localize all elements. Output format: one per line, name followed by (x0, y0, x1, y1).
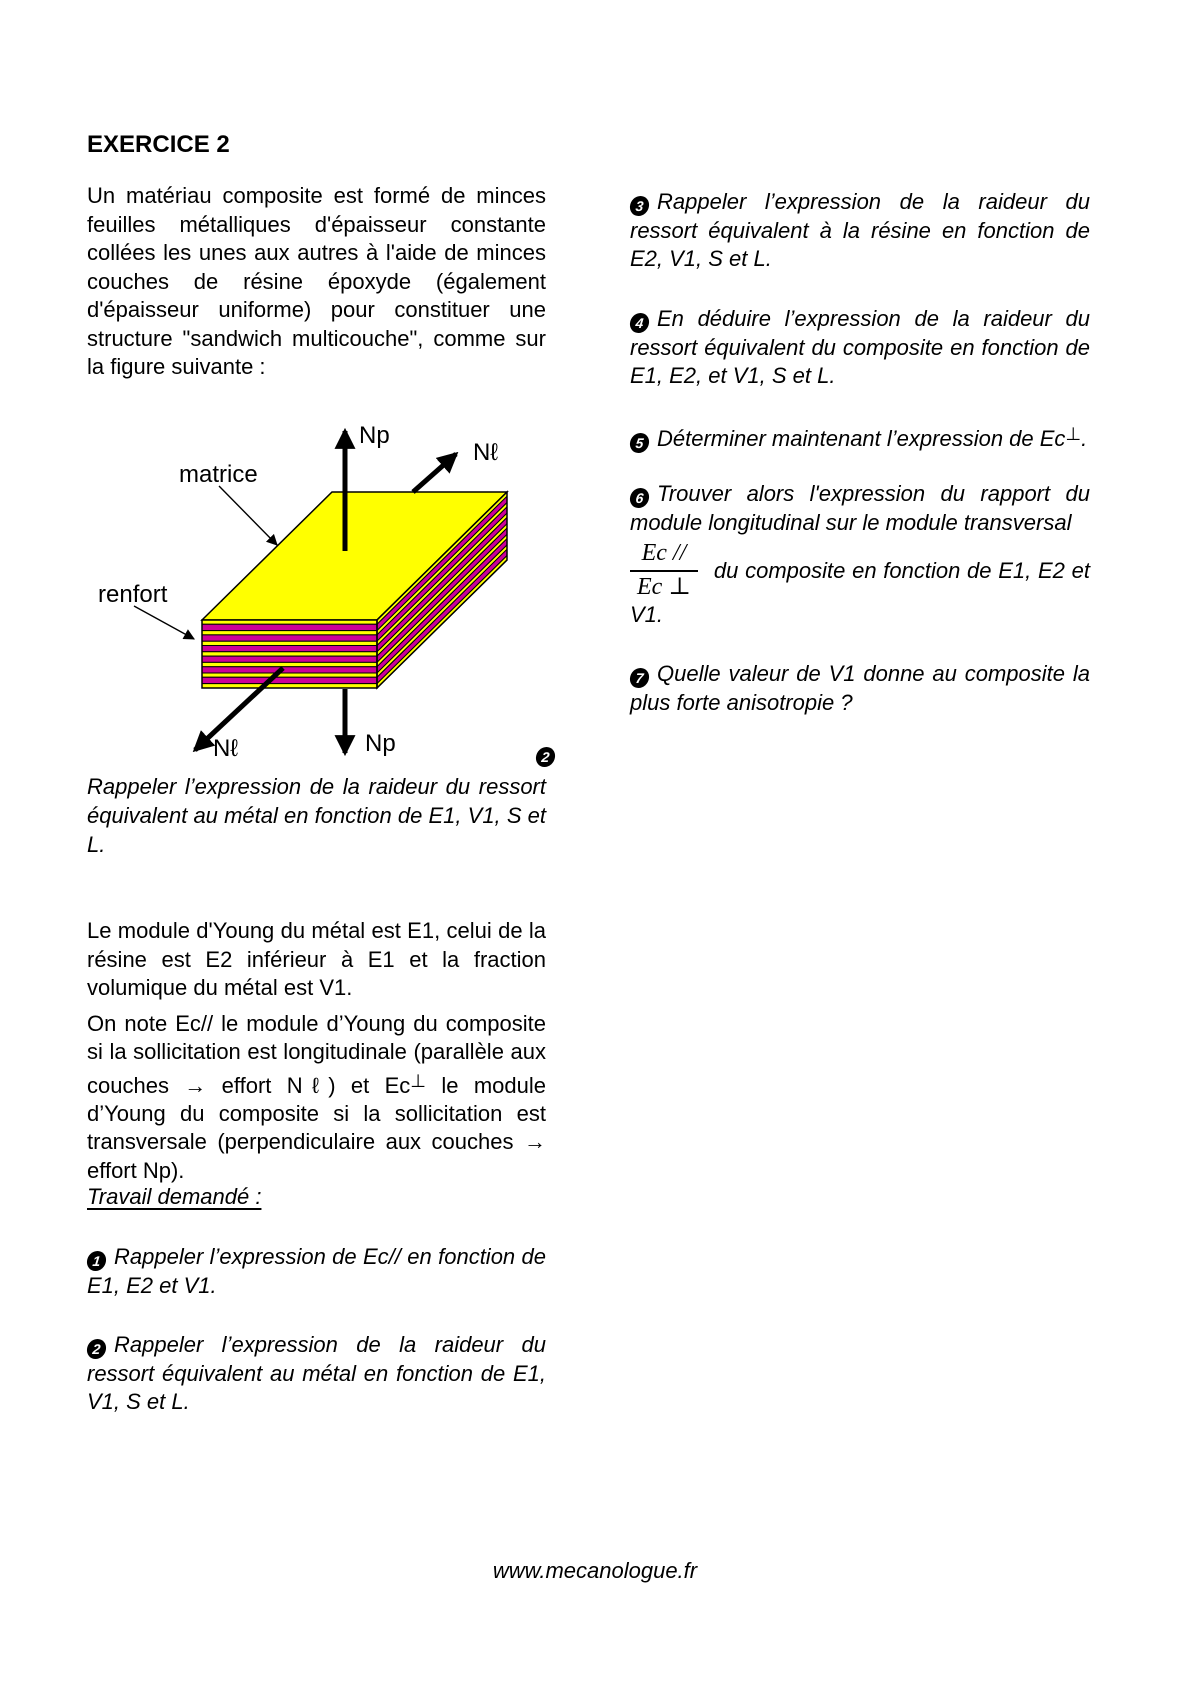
modules-text-3: le module d’Young du composite si la sollicitation est transversale (perpendiculaire aux couches (87, 1072, 546, 1155)
intro-paragraph (87, 182, 546, 382)
question-1 (87, 1243, 546, 1300)
label-np-bottom: Np (365, 730, 396, 757)
reinforcement-layer (202, 667, 377, 673)
question-7-text: Quelle valeur de V1 donne au composite la plus forte anisotropie ? (630, 661, 1090, 715)
front-layers (202, 620, 377, 688)
right-arrow-icon: → (524, 1129, 546, 1155)
question-1-text: Rappeler l’expression de Ec// en fonction de E1, E2 et V1. (87, 1244, 546, 1298)
label-nl-bottom: Nℓ (213, 735, 239, 762)
matrix-layer (202, 673, 377, 677)
ec-ratio-fraction (630, 541, 698, 601)
work-section-heading (87, 1183, 546, 1212)
reinforcement-layer (202, 624, 377, 630)
work-heading-text: Travail demandé : (87, 1184, 262, 1209)
composite-sandwich-diagram (87, 385, 562, 780)
question-2-repeat (87, 772, 546, 859)
question-6-text-2: du composite en fonction de E1, E2 et (713, 557, 1090, 583)
question-2-text: Rappeler l’expression de la raideur du ressort équivalent au métal en fonction de E1, V1, S et L. (87, 1332, 546, 1414)
question-6-badge: 6 (629, 488, 650, 508)
question-6-text-3: V1. (630, 601, 664, 627)
reinforcement-layer (202, 677, 377, 683)
matrix-layer (202, 652, 377, 656)
question-4 (630, 305, 1090, 391)
intro-text: Un matériau composite est formé de minces feuilles métalliques d'épaisseur constante collées les unes aux autres à l'aide de minces couches de résine époxyde (également d'épaisseur uniforme) pour constituer une structure "sandwich multicouche", comme sur la figure suivante : (87, 183, 546, 379)
question-2-badge-float: 2 (535, 747, 556, 767)
page-title: EXERCICE 2 (87, 131, 230, 158)
matrice-pointer-icon (219, 486, 277, 545)
renfort-pointer-icon (134, 606, 194, 639)
fraction-numerator: Ec // (630, 541, 698, 572)
reinforcement-layer (202, 635, 377, 641)
question-1-badge: 1 (86, 1251, 107, 1271)
young-modules-p1: Le module d'Young du métal est E1, celui de la résine est E2 inférieur à E1 et la fraction volumique du métal est V1. (87, 918, 546, 1000)
fraction-denominator: Ec ⊥ (637, 573, 691, 600)
modules-text-1: On note Ec// le module d’Young du composite si la sollicitation est longitudinale (parallèle aux couches (87, 1010, 546, 1098)
matrix-layer (202, 641, 377, 645)
question-5-period: . (1081, 425, 1088, 451)
modulus-ratio-row (630, 541, 1090, 601)
composite-figure (87, 385, 562, 780)
reinforcement-layer (202, 656, 377, 662)
question-6 (630, 480, 1090, 629)
perpendicular-symbol: ⊥ (1065, 424, 1082, 444)
question-2-repeat-text: Rappeler l’expression de la raideur du ressort équivalent au métal en fonction de E1, V1, S et L. (87, 774, 546, 857)
question-5-badge: 5 (629, 433, 650, 453)
modules-text-2: effort Nℓ) et Ec (206, 1072, 411, 1098)
question-4-text: En déduire l’expression de la raideur du ressort équivalent du composite en fonction de E1, E2, et V1, S et L. (630, 306, 1090, 388)
matrix-layer (202, 631, 377, 635)
question-3 (630, 188, 1090, 274)
question-7-badge: 7 (629, 668, 650, 688)
right-arrow-icon: → (184, 1072, 207, 1098)
label-matrice: matrice (179, 461, 258, 488)
young-modules-block (87, 917, 546, 1185)
matrix-layer (202, 662, 377, 666)
label-renfort: renfort (98, 581, 168, 608)
reinforcement-layer (202, 646, 377, 652)
website-footer: www.mecanologue.fr (492, 1558, 698, 1583)
question-5-text: Déterminer maintenant l’expression de Ec (657, 425, 1066, 451)
arrow-nl-up-right-icon (413, 454, 456, 492)
question-2-badge: 2 (86, 1339, 107, 1359)
question-3-text: Rappeler l’expression de la raideur du ressort équivalent à la résine en fonction de E2, V1, S et L. (630, 189, 1090, 271)
young-modules-p2 (87, 1010, 546, 1186)
question-4-badge: 4 (629, 313, 650, 333)
label-np-top: Np (359, 422, 390, 449)
question-6-text-1: Trouver alors l'expression du rapport du module longitudinal sur le module transversal (630, 481, 1090, 535)
question-7 (630, 660, 1090, 717)
question-2 (87, 1331, 546, 1417)
question-5 (630, 420, 1090, 453)
perpendicular-symbol: ⊥ (410, 1070, 426, 1091)
label-nl-top: Nℓ (473, 439, 499, 466)
modules-text-4: effort Np). (87, 1157, 185, 1183)
question-3-badge: 3 (629, 196, 650, 216)
